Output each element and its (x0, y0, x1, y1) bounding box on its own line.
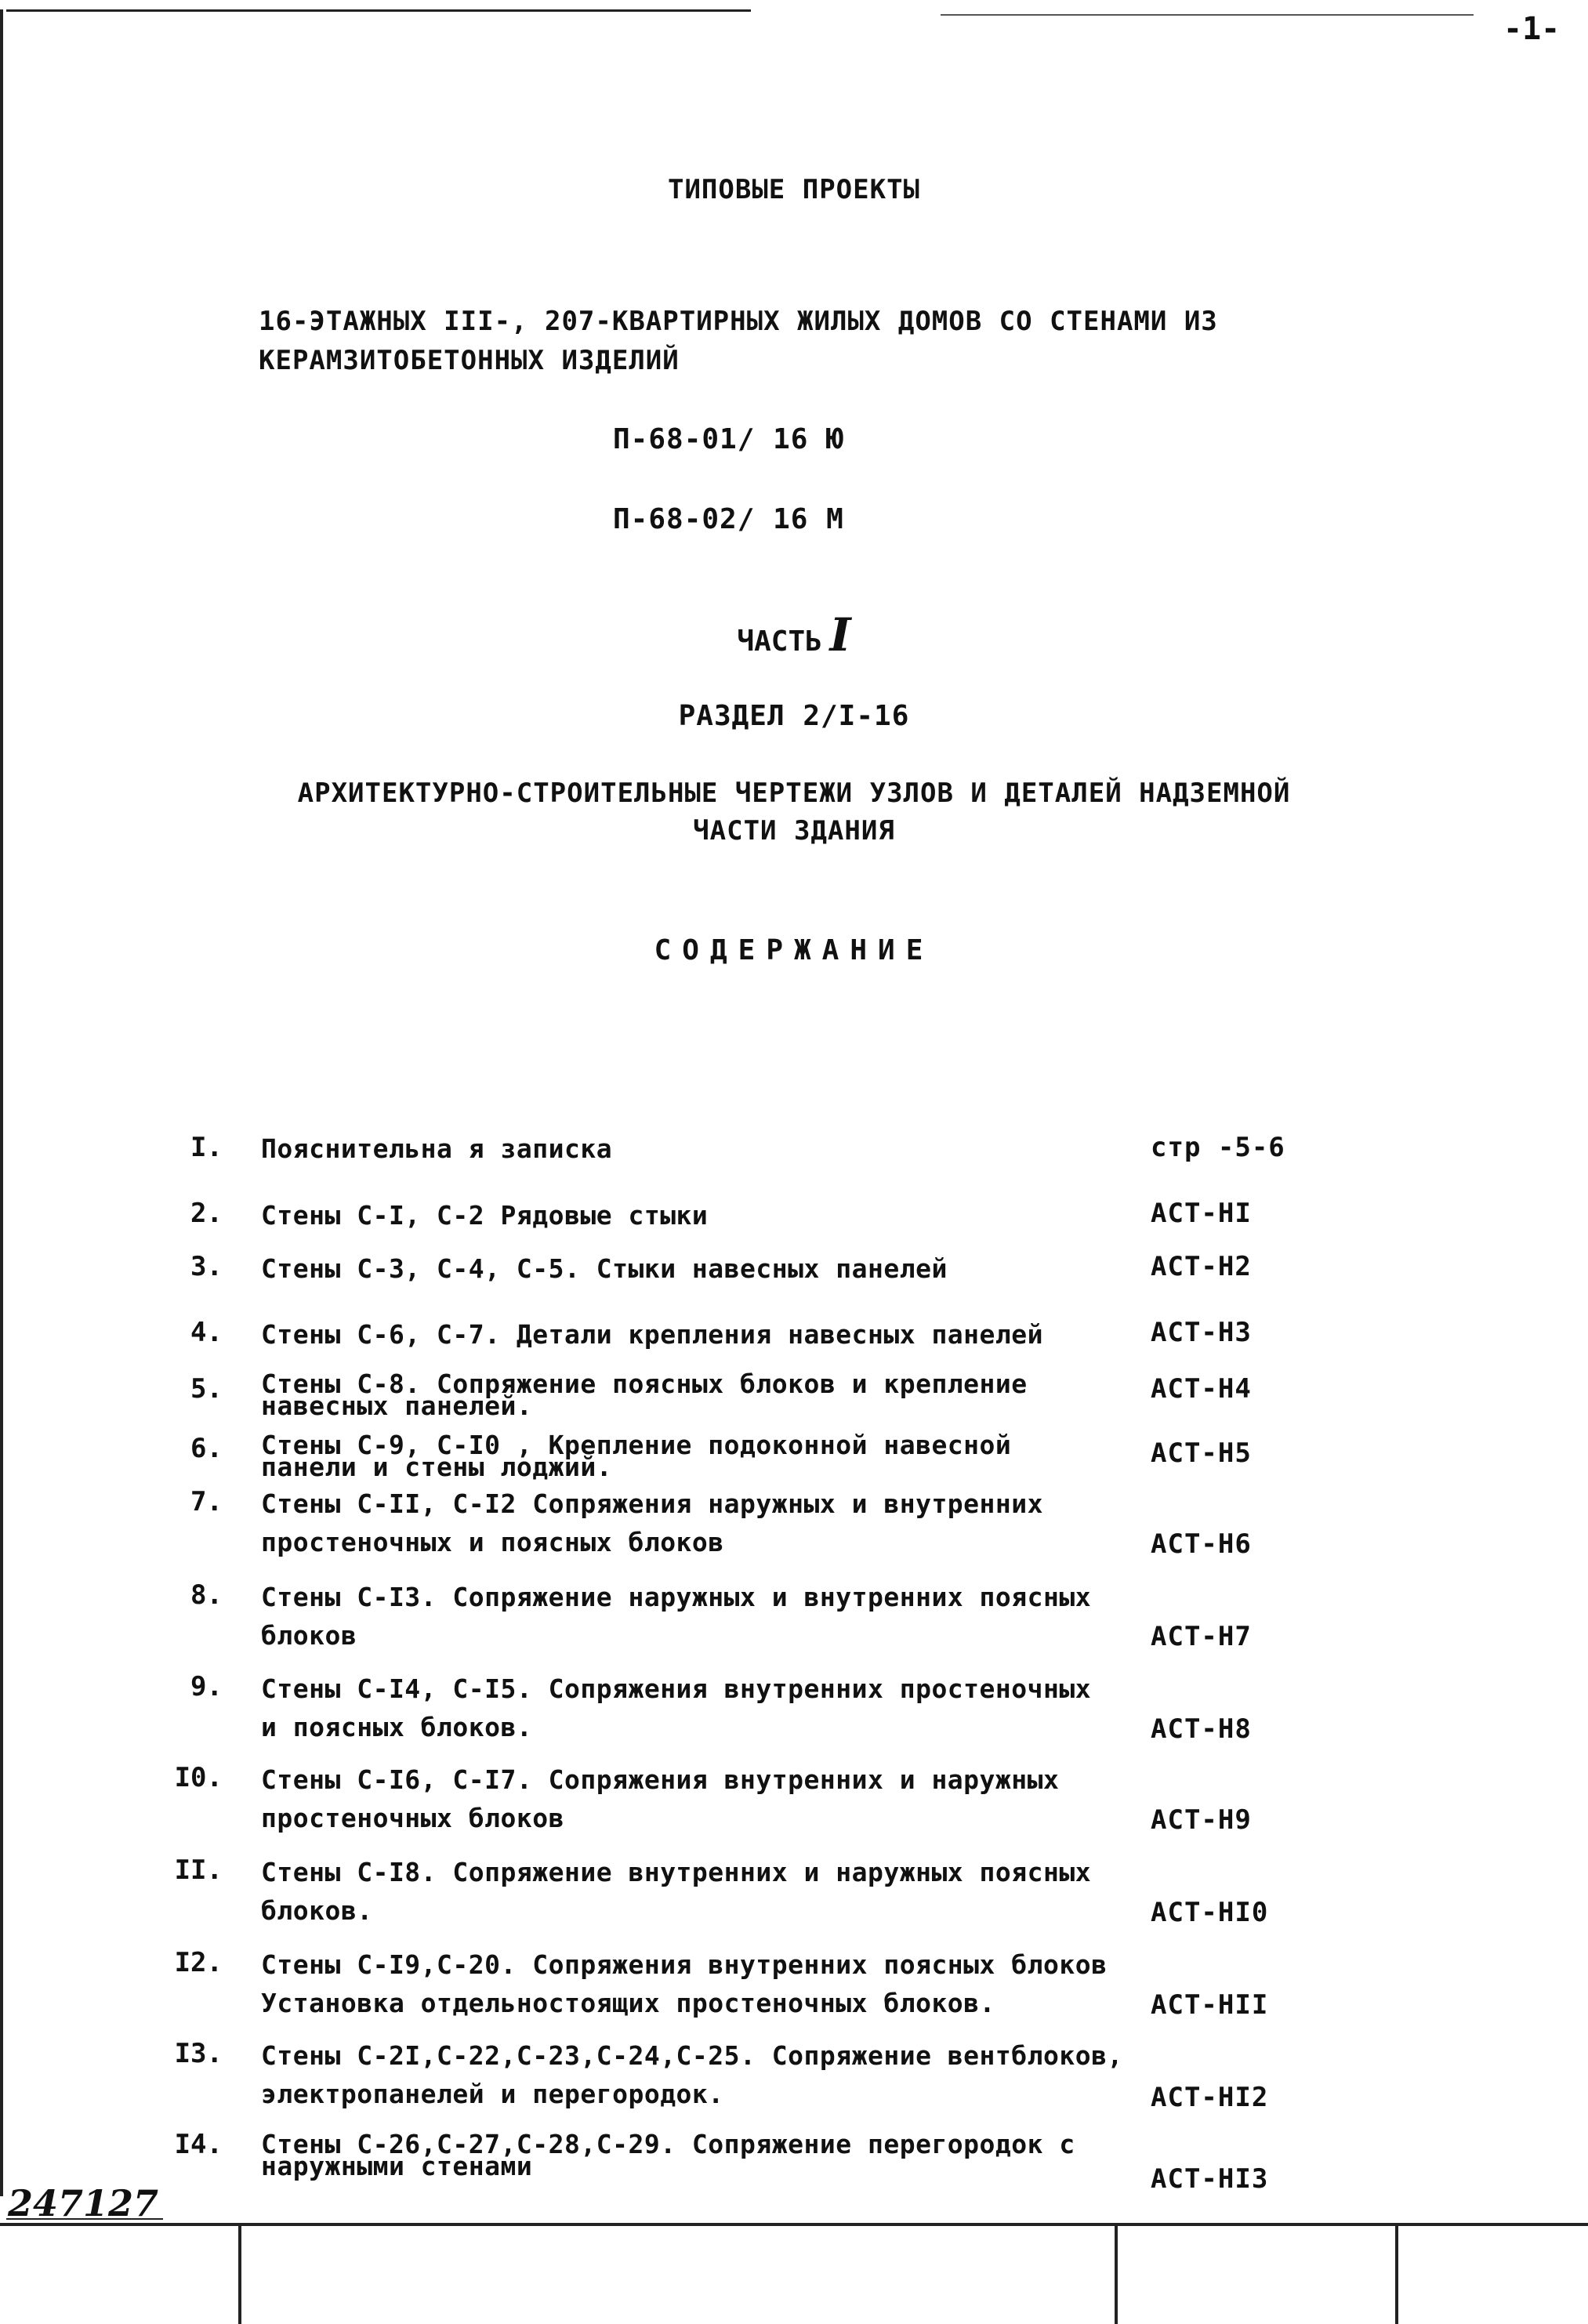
subject-line-1: АРХИТЕКТУРНО-СТРОИТЕЛЬНЫЕ ЧЕРТЕЖИ УЗЛОВ И ДЕТАЛЕЙ НАДЗЕМНОЙ (297, 778, 1291, 809)
document-title: ТИПОВЫЕ ПРОЕКТЫ (667, 174, 921, 205)
frame-left-line (0, 9, 3, 2196)
toc-item-title: Стены С-II, С-I2 Сопряжения наружных и внутренних простеночных и поясных блоков (261, 1488, 1044, 1557)
frame-top-line (6, 9, 751, 12)
toc-item-number: 7. (190, 1486, 223, 1517)
toc-item-sheet: АСТ-Н3 (1151, 1317, 1252, 1348)
toc-item-title: Стены С-6, С-7. Детали крепления навесных панелей (261, 1319, 1044, 1350)
toc-item-sheet: АСТ-Н6 (1151, 1528, 1252, 1560)
toc-item-sheet: АСТ-Н4 (1151, 1373, 1252, 1405)
title-block-divider (238, 2223, 241, 2324)
toc-item-sheet: АСТ-Н2 (1151, 1251, 1252, 1282)
toc-item-title: Стены С-9, С-I0 , Крепление подоконной навесной панели и стены лоджий. (261, 1430, 1012, 1482)
toc-item-number: 8. (190, 1579, 223, 1611)
toc-item-sheet: стр -5-6 (1151, 1132, 1285, 1163)
toc-item-title: Стены С-I6, С-I7. Сопряжения внутренних и наружных простеночных блоков (261, 1764, 1060, 1833)
toc-item-title: Стены С-I8. Сопряжение внутренних и наружных поясных блоков. (261, 1857, 1092, 1926)
toc-item-sheet: АСТ-НI2 (1151, 2082, 1269, 2113)
toc-item-number: 5. (190, 1373, 223, 1405)
toc-item-title: Стены С-I4, С-I5. Сопряжения внутренних простеночных и поясных блоков. (261, 1673, 1092, 1742)
toc-item-number: I2. (174, 1947, 223, 1978)
toc-item-number: 2. (190, 1198, 223, 1229)
toc-item-number: 6. (190, 1433, 223, 1464)
part-heading (0, 608, 1588, 662)
toc-item-title: Стены С-I3. Сопряжение наружных и внутренних поясных блоков (261, 1582, 1092, 1651)
frame-top-line-right (941, 14, 1474, 16)
toc-item-sheet: АСТ-НI3 (1151, 2163, 1269, 2195)
toc-item-number: 9. (190, 1671, 223, 1702)
toc-item-sheet: АСТ-Н9 (1151, 1804, 1252, 1836)
toc-item-title: Стены С-26,С-27,С-28,С-29. Сопряжение перегородок с наружными стенами (261, 2129, 1075, 2181)
toc-item-number: 3. (190, 1251, 223, 1282)
part-number: I (829, 608, 851, 662)
toc-item-title: Стены С-3, С-4, С-5. Стыки навесных панелей (261, 1253, 948, 1284)
toc-item-title: Стены С-8. Сопряжение поясных блоков и крепление навесных панелей. (261, 1369, 1028, 1421)
toc-item-sheet: АСТ-НII (1151, 1989, 1269, 2021)
toc-item-title: Пояснительна я записка (261, 1133, 613, 1164)
section-title: РАЗДЕЛ 2/I-16 (678, 700, 910, 732)
toc-item-number: I3. (174, 2038, 223, 2069)
toc-item-number: I4. (174, 2129, 223, 2160)
part-label: ЧАСТЬ (737, 625, 822, 658)
toc-item-sheet: АСТ-Н7 (1151, 1621, 1252, 1652)
series-line-1: 16-ЭТАЖНЫХ III-, 207-КВАРТИРНЫХ ЖИЛЫХ ДОМОВ СО СТЕНАМИ ИЗ (259, 306, 1218, 337)
signature-underline (6, 2218, 163, 2220)
contents-heading: СОДЕРЖАНИЕ (654, 934, 934, 966)
toc-item-number: 4. (190, 1317, 223, 1348)
title-block-divider (1395, 2223, 1398, 2324)
series-line-2: КЕРАМЗИТОБЕТОННЫХ ИЗДЕЛИЙ (259, 345, 680, 376)
toc-item-title: Стены С-2I,С-22,С-23,С-24,С-25. Сопряжение вентблоков, электропанелей и перегородок. (261, 2040, 1123, 2109)
toc-item-title: Стены С-I9,С-20. Сопряжения внутренних поясных блоков Установка отдельностоящих простеночных блоков. (261, 1949, 1108, 2018)
toc-item-title: Стены С-I, С-2 Рядовые стыки (261, 1200, 709, 1231)
toc-item-sheet: АСТ-НI0 (1151, 1897, 1269, 1928)
handwritten-signature: 247127 (8, 2182, 159, 2224)
toc-item-sheet: АСТ-Н8 (1151, 1713, 1252, 1745)
toc-item-number: I. (190, 1132, 223, 1163)
toc-item-number: I0. (174, 1762, 223, 1793)
page-number: -1- (1503, 11, 1561, 47)
subject-line-2: ЧАСТИ ЗДАНИЯ (693, 815, 895, 847)
toc-item-sheet: АСТ-Н5 (1151, 1438, 1252, 1469)
toc-item-sheet: АСТ-НI (1151, 1198, 1252, 1229)
project-code-1: П-68-01/ 16 Ю (613, 423, 844, 455)
project-code-2: П-68-02/ 16 М (613, 503, 844, 535)
title-block-divider (1115, 2223, 1118, 2324)
toc-item-number: II. (174, 1854, 223, 1886)
